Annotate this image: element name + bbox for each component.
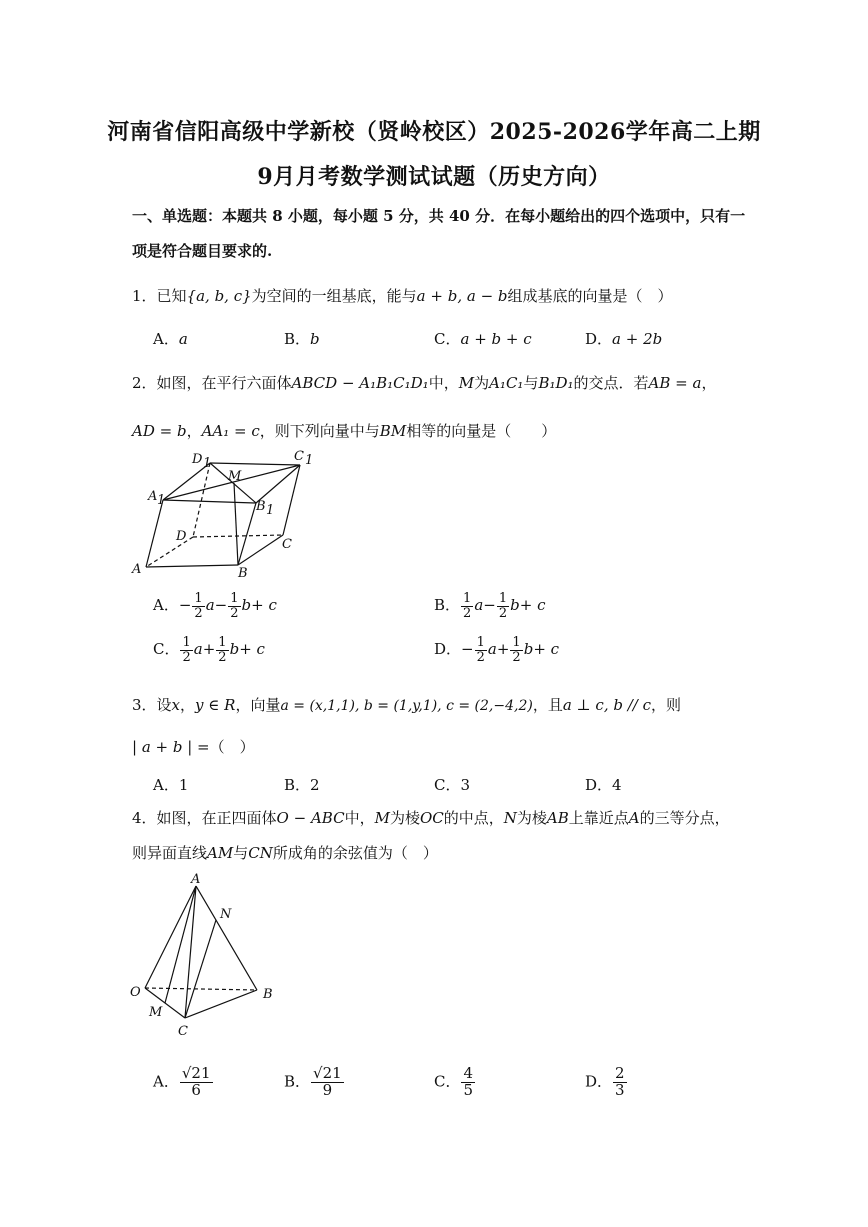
question-2-stem-line2: AD = b，AA₁ = c，则下列向量中与BM相等的向量是（ ） bbox=[132, 422, 557, 440]
q2-option-c[interactable]: C． $\frac{1}{2}$ a+ $\frac{1}{2}$ b+ c bbox=[153, 635, 265, 665]
q1-option-a[interactable]: A．a bbox=[153, 330, 188, 348]
q3-option-a[interactable]: A．1 bbox=[153, 776, 189, 794]
label-B: B bbox=[263, 987, 273, 1002]
label-B: B bbox=[238, 566, 248, 580]
svg-text:1: 1 bbox=[203, 456, 212, 471]
basis-set: {a, b, c} bbox=[186, 287, 252, 305]
q4-option-c[interactable]: C． $\frac{4}{5}$ bbox=[434, 1064, 474, 1099]
exam-title-line1: 河南省信阳高级中学新校（贤岭校区）2025-2026学年高二上期 bbox=[107, 119, 761, 145]
q4-option-d[interactable]: D． $\frac{2}{3}$ bbox=[585, 1064, 625, 1099]
label-A1: A bbox=[148, 489, 158, 504]
label-C1: C bbox=[294, 449, 304, 464]
label-M: M bbox=[149, 1005, 163, 1020]
question-4-stem-line2: 则异面直线AM与CN所成角的余弦值为（ ） bbox=[132, 844, 438, 862]
q3-option-b[interactable]: B．2 bbox=[284, 776, 320, 794]
q1-option-d[interactable]: D．a + 2b bbox=[585, 330, 663, 348]
vector-pair: a + b, a − b bbox=[416, 287, 508, 305]
question-3-stem-line2: | a + b | =（ ） bbox=[132, 738, 255, 756]
tetrahedron-figure bbox=[125, 868, 285, 1040]
q1-option-b[interactable]: B．b bbox=[284, 330, 320, 348]
label-D: D bbox=[176, 529, 187, 544]
label-M: M bbox=[228, 469, 242, 484]
question-1-stem: 1．已知{a, b, c}为空间的一组基底，能与a + b, a − b组成基底的向量是（ ） bbox=[132, 287, 673, 305]
parallelepiped-figure bbox=[128, 445, 328, 580]
section-instructions-line2: 项是符合题目要求的. bbox=[132, 242, 273, 260]
label-C: C bbox=[178, 1024, 188, 1039]
question-2-stem-line1: 2．如图，在平行六面体ABCD − A₁B₁C₁D₁中，M为A₁C₁与B₁D₁的交点．若AB = a， bbox=[132, 374, 717, 392]
exam-title-line2: 9月月考数学测试试题（历史方向） bbox=[257, 164, 611, 190]
label-N: N bbox=[220, 907, 232, 922]
question-4-stem-line1: 4．如图，在正四面体O − ABC中，M为棱OC的中点，N为棱AB上靠近点A的三等分点， bbox=[132, 809, 730, 827]
label-A: A bbox=[191, 872, 201, 887]
q3-option-d[interactable]: D．4 bbox=[585, 776, 622, 794]
label-D1: D bbox=[192, 452, 203, 467]
svg-text:1: 1 bbox=[305, 453, 314, 468]
label-A: A bbox=[132, 562, 142, 577]
svg-text:1: 1 bbox=[266, 503, 275, 518]
label-B1: B bbox=[256, 499, 266, 514]
q2-option-b[interactable]: B． $\frac{1}{2}$ a− $\frac{1}{2}$ b+ c bbox=[434, 591, 546, 621]
label-C: C bbox=[282, 537, 292, 552]
q4-option-a[interactable]: A． $\frac{√21}{6}$ bbox=[153, 1064, 211, 1099]
question-3-stem-line1: 3．设x，y ∈ R，向量a = (x,1,1), b = (1,y,1), c = (2,−4,2)，且a ⊥ c, b // c，则 bbox=[132, 696, 682, 714]
section-instructions-line1: 一、单选题：本题共 8 小题，每小题 5 分，共 40 分．在每小题给出的四个选项中，只有一 bbox=[132, 207, 746, 225]
svg-text:1: 1 bbox=[157, 493, 166, 508]
q3-option-c[interactable]: C．3 bbox=[434, 776, 471, 794]
q1-option-c[interactable]: C．a + b + c bbox=[434, 330, 532, 348]
q4-option-b[interactable]: B． $\frac{√21}{9}$ bbox=[284, 1064, 342, 1099]
q2-option-a[interactable]: A．− $\frac{1}{2}$ a− $\frac{1}{2}$ b+ c bbox=[153, 591, 277, 621]
q2-option-d[interactable]: D．− $\frac{1}{2}$ a+ $\frac{1}{2}$ b+ c bbox=[434, 635, 560, 665]
label-O: O bbox=[130, 985, 141, 1000]
